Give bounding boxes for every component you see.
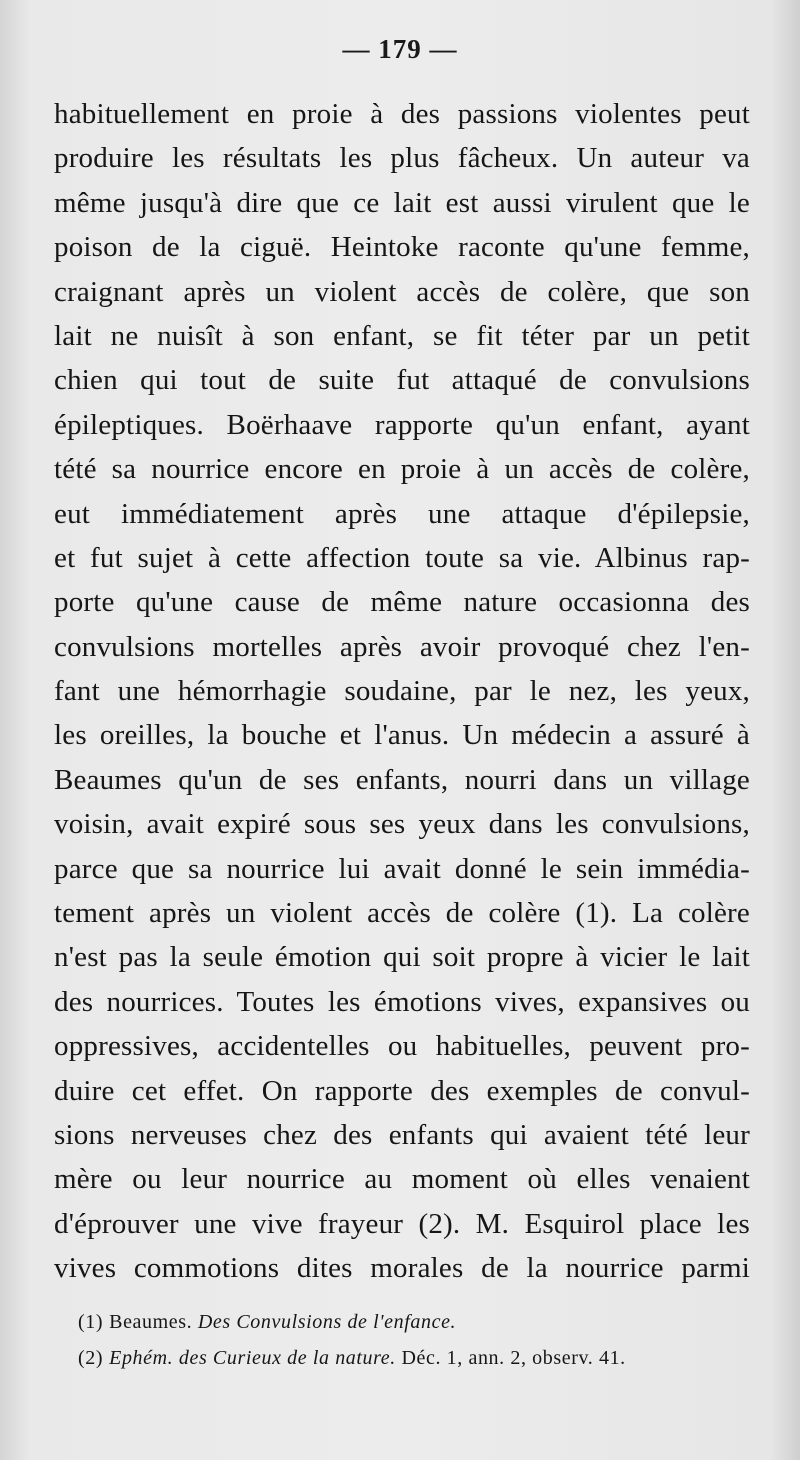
footnote-2	[78, 1340, 754, 1376]
text-line: parce que sa nourrice lui avait donné le sein immédia-	[54, 852, 750, 885]
text-line: des nourrices. Toutes les émotions vives, expansives ou	[54, 985, 750, 1018]
footnote-1	[78, 1304, 754, 1340]
footnote-marker: (2)	[78, 1347, 104, 1369]
text-line: voisin, avait expiré sous ses yeux dans les convulsions,	[54, 808, 750, 841]
text-line: habituellement en proie à des passions violentes peut	[54, 98, 750, 130]
text-line: eut immédiatement après une attaque d'épilepsie,	[54, 497, 750, 530]
text-line: n'est pas la seule émotion qui soit propre à vicier le lait	[54, 941, 750, 974]
text-line: les oreilles, la bouche et l'anus. Un médecin a assuré à	[54, 719, 750, 752]
text-line: duire cet effet. On rapporte des exemples de convul-	[54, 1074, 750, 1107]
text-line: lait ne nuisît à son enfant, se fit téter par un petit	[54, 319, 750, 352]
footnote-title: Des Convulsions de l'enfance.	[197, 1311, 457, 1333]
text-line: porte qu'une cause de même nature occasionna des	[54, 586, 750, 619]
text-line: poison de la ciguë. Heintoke raconte qu'une femme,	[54, 231, 750, 264]
footnote-title: Ephém. des Curieux de la nature.	[109, 1347, 396, 1369]
text-line: tement après un violent accès de colère (1). La colère	[54, 897, 750, 930]
text-line: d'éprouver une vive frayeur (2). M. Esquirol place les	[54, 1207, 750, 1240]
footnote-reference: Déc. 1, ann. 2, observ. 41.	[401, 1347, 626, 1369]
text-line: tété sa nourrice encore en proie à un accès de colère,	[54, 453, 750, 486]
text-line: Beaumes qu'un de ses enfants, nourri dans un village	[54, 763, 750, 796]
text-line: sions nerveuses chez des enfants qui avaient tété leur	[54, 1118, 750, 1151]
text-line: chien qui tout de suite fut attaqué de convulsions	[54, 364, 750, 397]
text-line: même jusqu'à dire que ce lait est aussi virulent que le	[54, 186, 750, 219]
text-line: épileptiques. Boërhaave rapporte qu'un enfant, ayant	[54, 408, 750, 441]
text-line: oppressives, accidentelles ou habituelles, peuvent pro-	[54, 1030, 750, 1063]
text-line: produire les résultats les plus fâcheux. Un auteur va	[54, 142, 750, 175]
text-line: convulsions mortelles après avoir provoqué chez l'en-	[54, 630, 750, 663]
text-line: fant une hémorrhagie soudaine, par le nez, les yeux,	[54, 675, 750, 708]
page-number: — 179 —	[342, 34, 458, 64]
footnote-author: Beaumes.	[109, 1311, 193, 1333]
text-line: craignant après un violent accès de colère, que son	[54, 275, 750, 308]
text-line: et fut sujet à cette affection toute sa vie. Albinus rap-	[54, 541, 750, 574]
text-line: vives commotions dites morales de la nourrice parmi	[54, 1252, 750, 1285]
footnote-marker: (1)	[78, 1311, 104, 1333]
footnotes	[78, 1304, 754, 1376]
body-text	[54, 92, 750, 1291]
text-line: mère ou leur nourrice au moment où elles venaient	[54, 1163, 750, 1196]
